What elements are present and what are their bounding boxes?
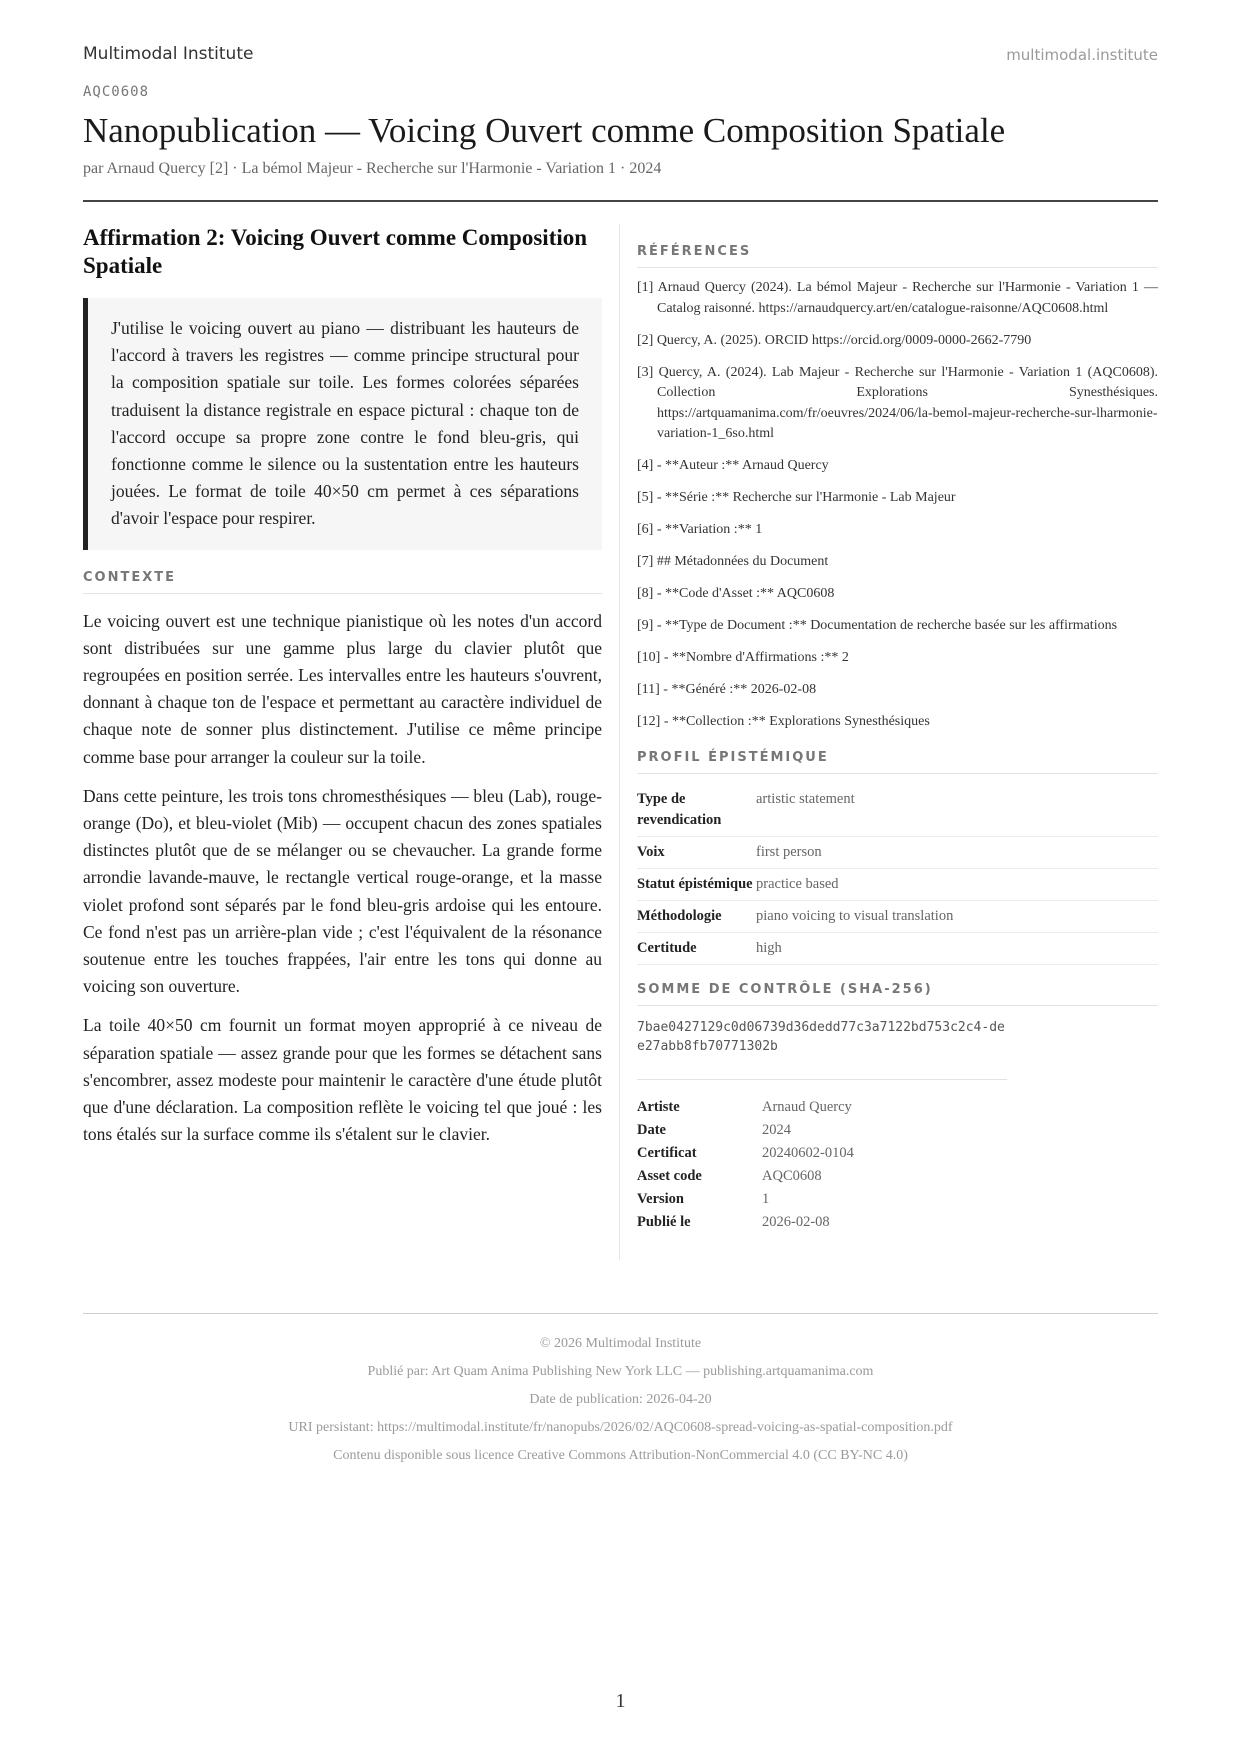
sidebar — [637, 244, 1158, 1234]
row-value: AQC0608 — [762, 1167, 822, 1184]
page-title: Nanopublication — Voicing Ouvert comme Composition Spatiale — [83, 111, 1006, 150]
context-paragraph: Dans cette peinture, les trois tons chromesthésiques — bleu (Lab), rouge-orange (Do), et bleu-violet (Mib) — occupent chacun des zones spatiales distinctes plutôt que de se mélanger ou se chevaucher. La grande forme arrondie lavande-mauve, le rectangle vertical rouge-orange, et la masse violet profond sont séparés par le fond bleu-gris ardoise qui les entoure. Ce fond n'est pas un arrière-plan vide ; c'est l'équivalent de la résonance soutenue entre les touches frappées, l'air entre les tons qui donne au voicing son ouverture. — [83, 785, 602, 997]
table-row — [637, 900, 1158, 932]
row-key: Certitude — [637, 932, 756, 964]
row-value: 2026-02-08 — [762, 1213, 830, 1230]
row-key: Certificat — [637, 1144, 697, 1161]
row-value: artistic statement — [756, 784, 1158, 837]
row-value: high — [756, 932, 1158, 964]
reference-item: [12] - **Collection :** Explorations Synesthésiques — [637, 714, 930, 729]
row-value: piano voicing to visual translation — [756, 900, 1158, 932]
table-row — [637, 1096, 854, 1119]
footer — [83, 1330, 1158, 1470]
footer-license: Contenu disponible sous licence Creative Commons Attribution-NonCommercial 4.0 (CC BY-NC 4.0) — [333, 1448, 908, 1463]
table-row — [637, 868, 1158, 900]
byline: par Arnaud Quercy [2] · La bémol Majeur - Recherche sur l'Harmonie - Variation 1 · 2024 — [83, 160, 662, 177]
table-row — [637, 1165, 854, 1188]
reference-item: [7] ## Métadonnées du Document — [637, 554, 829, 569]
footer-publisher[interactable]: Publié par: Art Quam Anima Publishing New York LLC — publishing.artquamanima.com — [367, 1364, 874, 1379]
row-value: 2024 — [762, 1121, 791, 1138]
institute-name: Multimodal Institute — [83, 44, 254, 64]
row-key: Statut épistémique — [637, 868, 756, 900]
reference-item: [5] - **Série :** Recherche sur l'Harmonie - Lab Majeur — [637, 490, 956, 505]
row-key: Type de revendication — [637, 784, 756, 837]
claim-title: Affirmation 2: Voicing Ouvert comme Composition Spatiale — [83, 225, 588, 278]
footer-copyright: © 2026 Multimodal Institute — [539, 1336, 702, 1351]
table-row — [637, 932, 1158, 964]
table-row — [637, 836, 1158, 868]
row-key: Asset code — [637, 1167, 702, 1184]
main-column — [83, 224, 602, 1148]
table-row — [637, 1142, 854, 1165]
references-heading: RÉFÉRENCES — [637, 244, 1158, 268]
asset-code: AQC0608 — [83, 84, 150, 100]
epistemic-heading: PROFIL ÉPISTÉMIQUE — [637, 750, 1158, 774]
table-row — [637, 1119, 854, 1142]
row-value: Arnaud Quercy — [762, 1098, 852, 1115]
checksum-value: 7bae0427129c0d06739d36dedd77c3a7122bd753c2c4-dee27abb8fb70771302b — [637, 1018, 1007, 1080]
footer-divider — [83, 1313, 1158, 1314]
row-key: Méthodologie — [637, 900, 756, 932]
footer-uri[interactable]: URI persistant: https://multimodal.institute/fr/nanopubs/2026/02/AQC0608-spread-voicing-as-spatial-composition.pdf — [288, 1420, 953, 1435]
row-value: first person — [756, 836, 1158, 868]
row-key: Artiste — [637, 1098, 680, 1115]
reference-item: [4] - **Auteur :** Arnaud Quercy — [637, 458, 829, 473]
context-paragraph: Le voicing ouvert est une technique pianistique où les notes d'un accord sont distribuées sur une gamme plus large du clavier plutôt que regroupées en position serrée. Les intervalles entre les hauteurs s'ouvrent, donnant à chaque ton de l'espace et permettant au caractère individuel de chaque note de sonner plus distinctement. J'utilise ce même principe comme base pour arranger la couleur sur la toile. — [83, 610, 602, 767]
row-key: Voix — [637, 836, 756, 868]
table-row — [637, 784, 1158, 837]
claim-quote: J'utilise le voicing ouvert au piano — distribuant les hauteurs de l'accord à travers les registres — comme principe structural pour la composition spatiale sur toile. Les formes colorées séparées traduisent la distance registrale en espace pictural : chaque ton de l'accord occupe sa propre zone contre le fond bleu-gris, qui fonctionne comme le silence ou la sustentation entre les hauteurs jouées. Le format de toile 40×50 cm permet à ces séparations d'avoir l'espace pour respirer. — [83, 298, 602, 550]
metadata-table — [637, 1096, 854, 1234]
row-value: practice based — [756, 868, 1158, 900]
reference-item[interactable]: [1] Arnaud Quercy (2024). La bémol Majeur - Recherche sur l'Harmonie - Variation 1 — Catalog raisonné. https://arnaudquercy.art/en/catalogue-raisonne/AQC0608.html — [637, 280, 1158, 316]
reference-item: [9] - **Type de Document :** Documentation de recherche basée sur les affirmations — [637, 618, 1118, 633]
reference-item[interactable]: [2] Quercy, A. (2025). ORCID https://orcid.org/0009-0000-2662-7790 — [637, 332, 1032, 348]
page-number: 1 — [615, 1690, 626, 1712]
context-paragraph: La toile 40×50 cm fournit un format moyen approprié à ce niveau de séparation spatiale — assez grande pour que les formes se détachent sans s'encombrer, assez modeste pour maintenir le caractère d'une étude plutôt que d'une déclaration. La composition reflète le voicing tel que joué : les tons étalés sur la surface comme ils s'étalent sur le clavier. — [83, 1015, 602, 1145]
reference-item: [10] - **Nombre d'Affirmations :** 2 — [637, 650, 849, 665]
reference-item: [8] - **Code d'Asset :** AQC0608 — [637, 586, 835, 601]
context-heading: CONTEXTE — [83, 570, 602, 594]
top-bar — [83, 44, 1158, 68]
row-key: Publié le — [637, 1213, 691, 1230]
table-row — [637, 1211, 854, 1234]
reference-list — [637, 278, 1158, 733]
reference-item: [6] - **Variation :** 1 — [637, 522, 763, 537]
column-divider — [619, 224, 620, 1260]
row-key: Date — [637, 1121, 666, 1138]
reference-item[interactable]: [3] Quercy, A. (2024). Lab Majeur - Recherche sur l'Harmonie - Variation 1 (AQC0608). Collection Explorations Synesthésiques. https://artquamanima.com/fr/oeuvres/2024/06/la-bemol-majeur-recherche-sur-lharmonie-variation-1_6so.html — [637, 364, 1158, 441]
institute-url[interactable]: multimodal.institute — [1006, 46, 1158, 64]
footer-pub-date: Date de publication: 2026-04-20 — [529, 1392, 712, 1407]
document-page — [83, 0, 1158, 1754]
row-key: Version — [637, 1190, 684, 1207]
row-value: 20240602-0104 — [762, 1144, 854, 1161]
title-divider — [83, 200, 1158, 202]
table-row — [637, 1188, 854, 1211]
checksum-heading: SOMME DE CONTRÔLE (SHA-256) — [637, 982, 1158, 1006]
reference-item: [11] - **Généré :** 2026-02-08 — [637, 682, 817, 697]
row-value: 1 — [762, 1190, 770, 1207]
epistemic-table — [637, 784, 1158, 965]
